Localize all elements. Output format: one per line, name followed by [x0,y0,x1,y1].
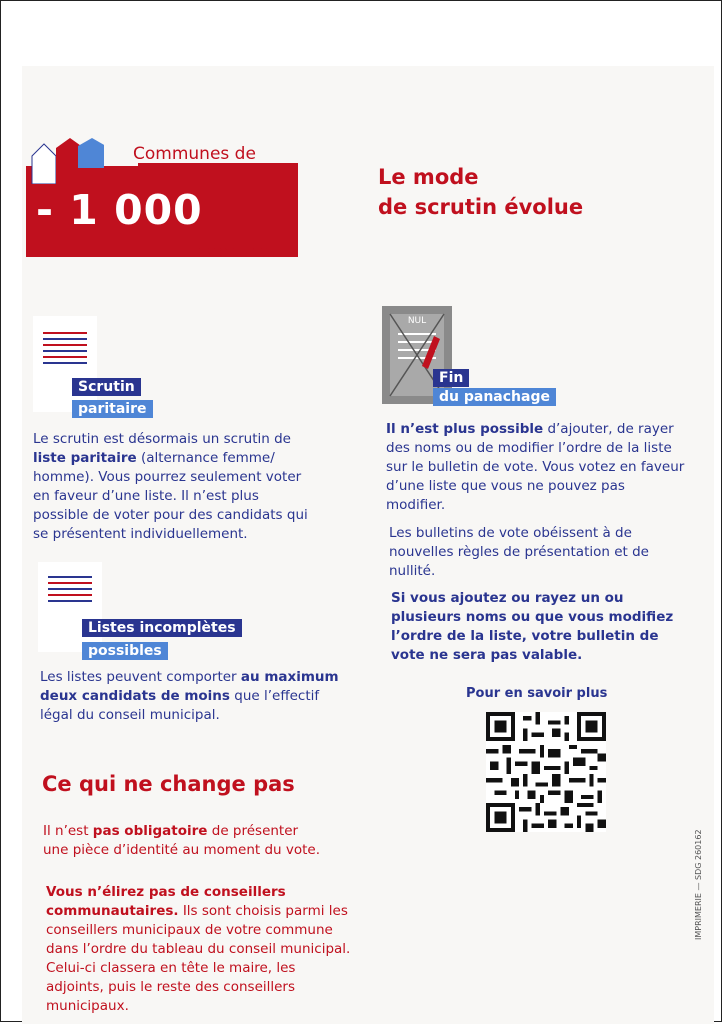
population-threshold: - 1 000 [36,186,203,234]
title-line-2: de scrutin évolue [378,195,584,219]
pour-en-savoir-plus: Pour en savoir plus [466,686,608,701]
text-part: (alternance femme/ homme). Vous pourrez seulement voter en faveur d’une liste. Il n’est plus possible de voter pour des candidats qui se présentent individuellement. [33,450,308,542]
scrutin-paritaire-text [33,430,318,544]
tag-du-panachage: du panachage [433,388,556,406]
text-part: Ils sont choisis parmi les conseillers municipaux de votre commune dans l’ordre du tableau du conseil municipal. Celui-ci classera en tête le maire, les adjoints, puis le reste des conseillers municipaux. [46,903,351,1014]
text-part: Le scrutin est désormais un scrutin de [33,431,291,447]
text-bold: Vous n’élirez pas de conseillers communautaires. [46,884,286,919]
tag-paritaire: paritaire [72,400,153,418]
text-bold: pas obligatoire [92,823,208,839]
text-part: d’ajouter, de rayer des noms ou de modifier l’ordre de la liste sur le bulletin de vote. Vous votez en faveur d’une liste que vous ne pouvez pas modifier. [386,421,685,513]
panachage-text-2: Les bulletins de vote obéissent à de nouvelles règles de présentation et de nullité. [389,525,649,579]
nul-label: NUL [407,316,427,326]
ballot-list-icon-2 [38,562,102,652]
tag-possibles: possibles [82,642,168,660]
title-line-1: Le mode [378,165,479,189]
page-title [378,162,583,222]
text-part: que l’effectif légal du conseil municipal. [40,688,320,723]
house-icon [30,138,104,184]
unchanged-text-2 [46,883,356,1016]
print-code: IMPRIMERIE — SDG 260162 [694,829,703,940]
text-part: de présenter une pièce d’identité au moment du vote. [43,823,321,858]
habitants-label: habitants [196,242,277,262]
listes-incompletes-text [40,668,340,725]
tag-fin: Fin [433,369,469,387]
text-part: Les listes peuvent comporter [40,669,241,685]
panachage-text-3: Si vous ajoutez ou rayez un ou plusieurs noms ou que vous modifiez l’ordre de la liste, votre bulletin de vote ne sera pas valable. [391,590,674,663]
communes-de-label: Communes de [133,144,256,164]
tag-listes-incompletes: Listes incomplètes [82,619,242,637]
text-bold: Il n’est plus possible [386,421,544,437]
qr-code[interactable] [486,712,606,832]
section-heading-ce-qui-ne-change-pas: Ce qui ne change pas [42,772,295,796]
panachage-text-1 [386,420,686,515]
text-bold: liste paritaire [33,450,137,466]
tag-scrutin: Scrutin [72,378,141,396]
ballot-list-icon [33,316,97,412]
unchanged-text-1 [43,822,323,860]
text-bold: au maximum deux candidats de moins [40,669,339,704]
text-part: Il n’est [43,823,93,839]
